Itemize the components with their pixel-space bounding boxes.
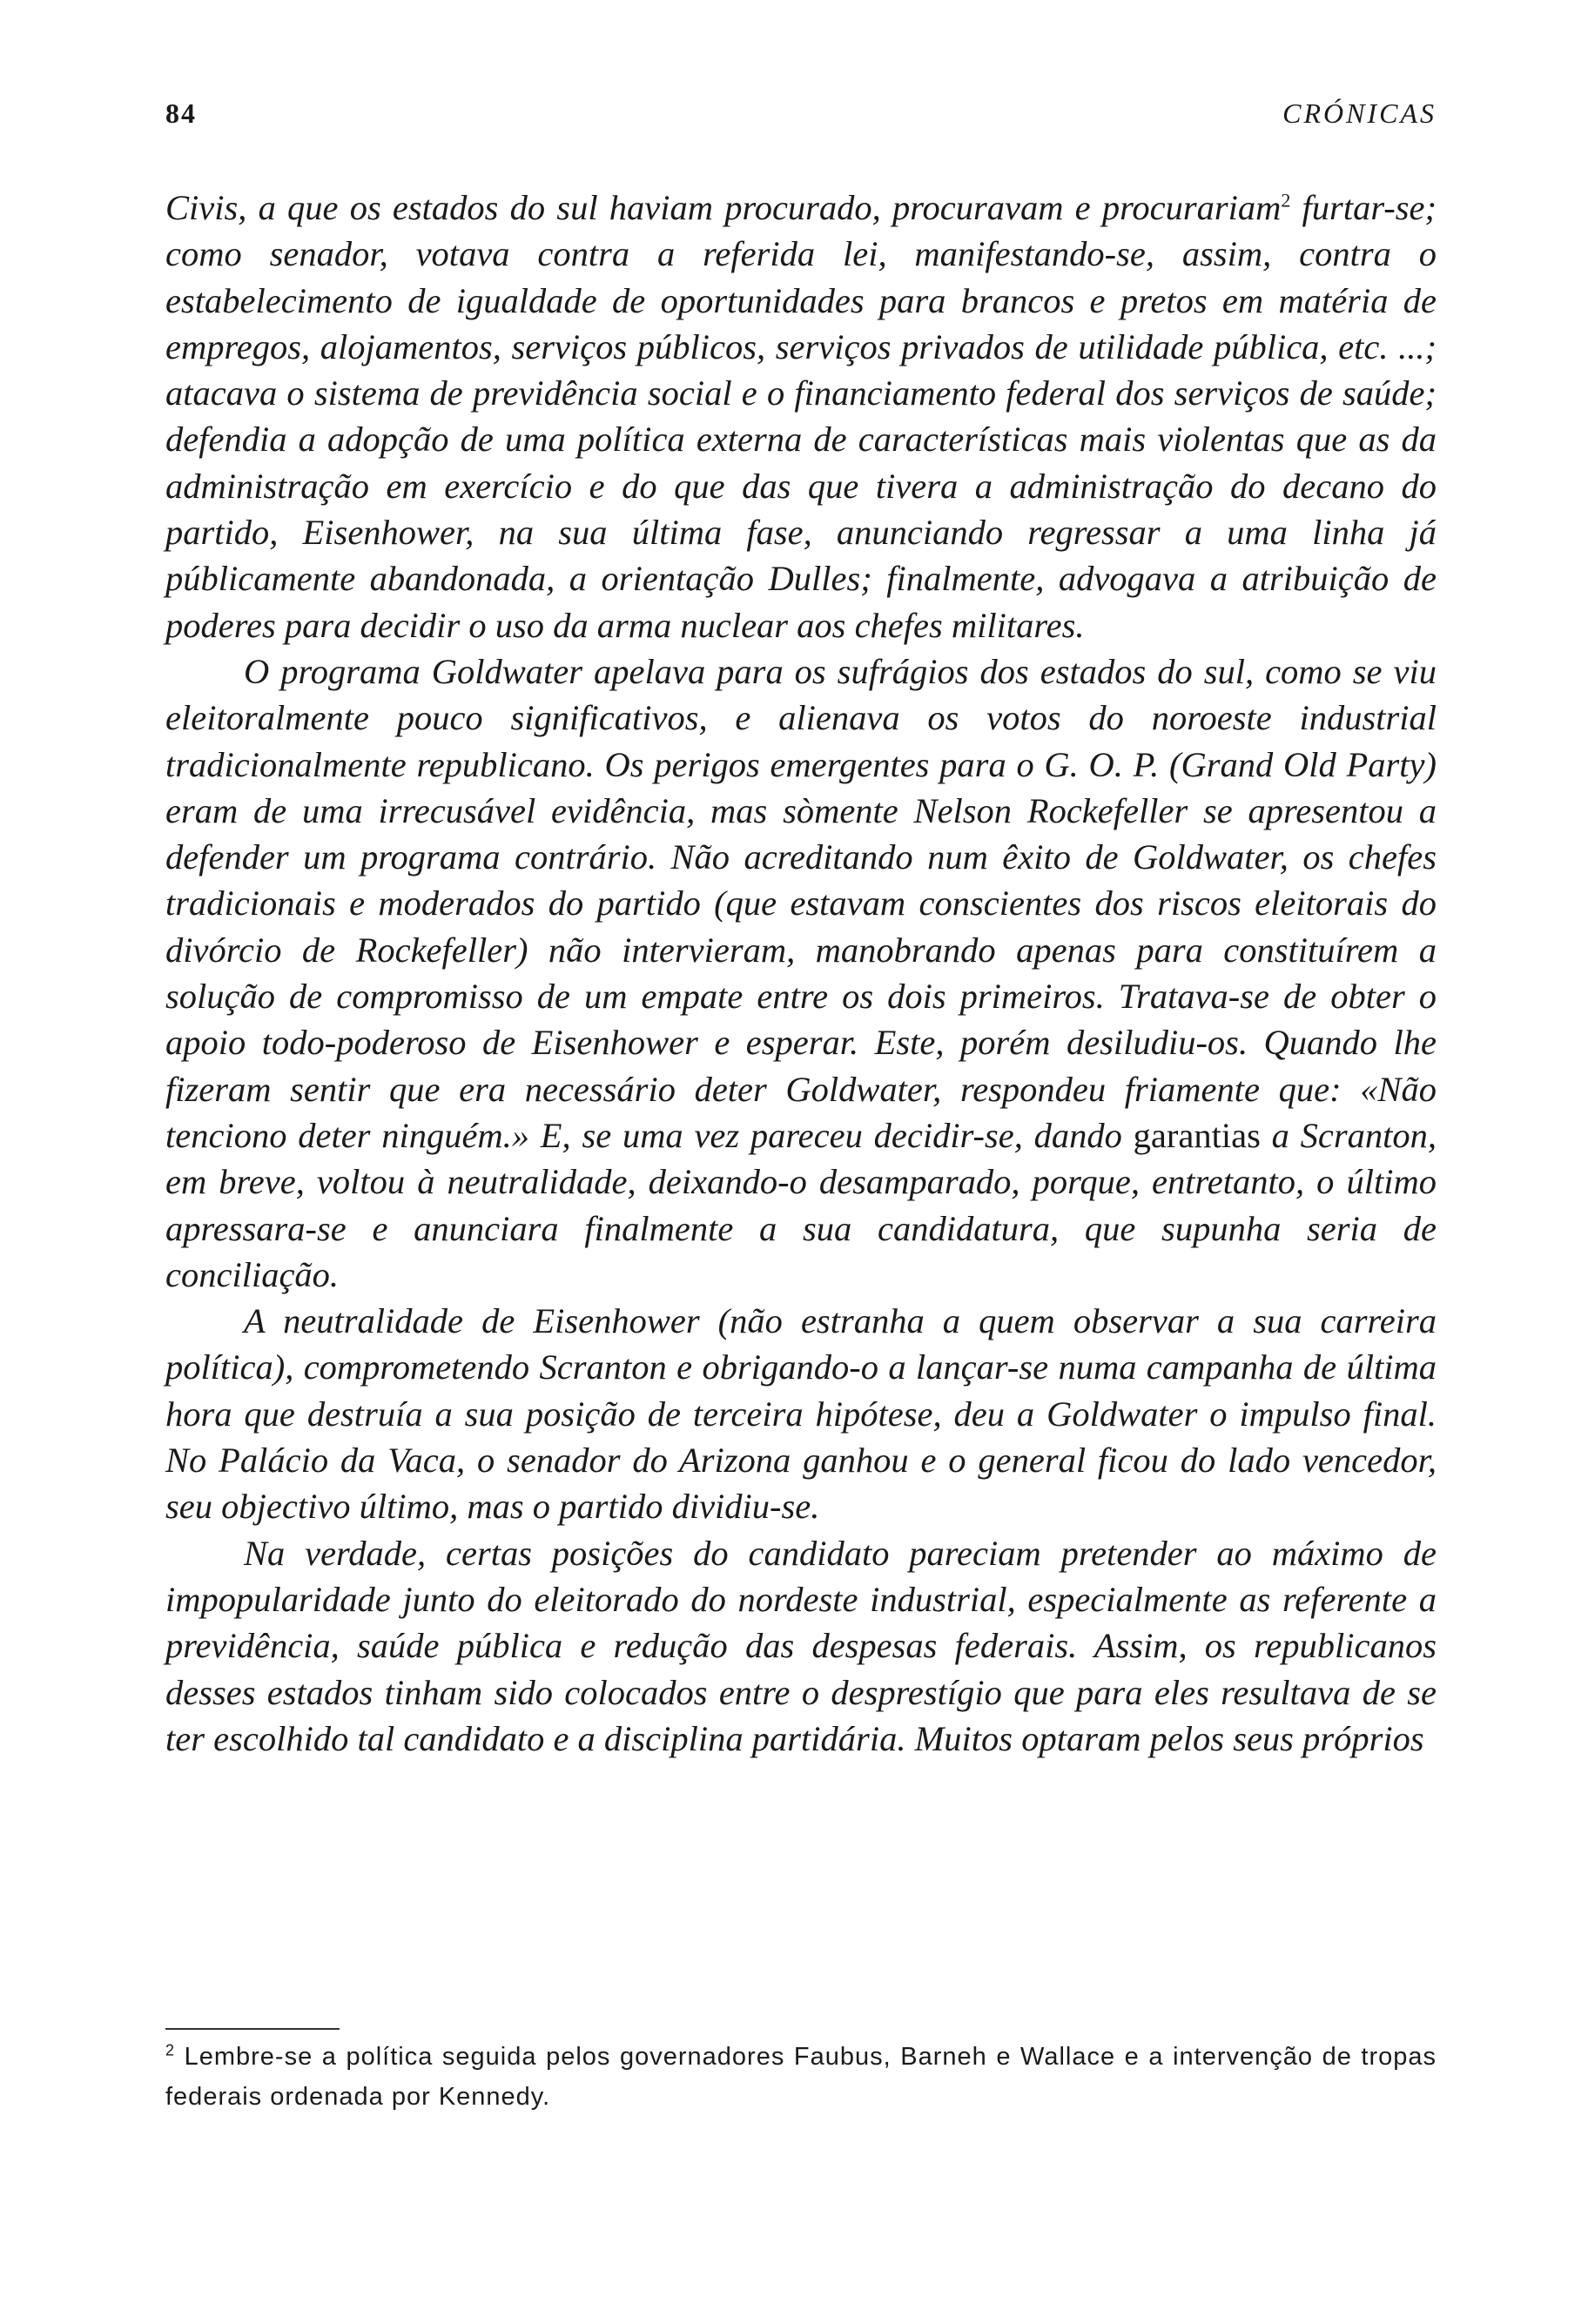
footnote-divider (165, 2028, 340, 2030)
text-run: A neutralidade de Eisenhower (não estranha a quem observar a sua carreira política), comprometendo Scranton e obrigando-o a lançar-se numa campanha de última hora que destruía a sua posição de terceira hipótese, deu a Goldwater o impulso final. No Palácio da Vaca, o senador do Arizona ganhou e o general ficou do lado vencedor, seu objectivo último, mas o partido dividiu-se. (165, 1301, 1437, 1527)
footnote-reference: 2 (1281, 189, 1291, 212)
paragraph-1 (165, 185, 1437, 648)
text-run: a Scranton, em breve, voltou à neutralidade, deixando-o desamparado, porque, entretanto, o último apressara-se e anunciara finalmente a sua candidatura, que supunha seria de conciliação. (165, 1115, 1437, 1294)
upright-word: garantias (1133, 1115, 1261, 1155)
text-run: Civis, a que os estados do sul haviam procurado, procuravam e procurariam (165, 188, 1282, 227)
text-run: O programa Goldwater apelava para os sufrágios dos estados do sul, como se viu eleitoralmente pouco significativos, e alienava os votos do noroeste industrial tradicionalmente republicano. Os perigos emergentes para o G. O. P. (Grand Old Party) eram de uma irrecusável evidência, mas sòmente Nelson Rockefeller se apresentou a defender um programa contrário. Não acreditando num êxito de Goldwater, os chefes tradicionais e moderados do partido (que estavam conscientes dos riscos eleitorais do divórcio de Rockefeller) não intervieram, manobrando apenas para constituírem a solução de compromisso de um empate entre os dois primeiros. Tratava-se de obter o apoio todo-poderoso de Eisenhower e esperar. Este, porém desiludiu-os. Quando lhe fizeram sentir que era necessário deter Goldwater, respondeu friamente que: «Não tenciono deter ninguém.» E, se uma vez pareceu decidir-se, dando (165, 651, 1437, 1155)
paragraph-3 (165, 1298, 1437, 1529)
section-title: CRÓNICAS (1282, 97, 1437, 129)
footnote (165, 2037, 1437, 2117)
text-run: furtar-se; como senador, votava contra a referida lei, manifestando-se, assim, contra o estabelecimento de igualdade de oportunidades para brancos e pretos em matéria de empregos, alojamentos, serviços públicos, serviços privados de utilidade pública, etc. ...; atacava o sistema de previdência social e o financiamento federal dos serviços de saúde; defendia a adopção de uma política externa de características mais violentas que as da administração em exercício e do que das que tivera a administração do decano do partido, Eisenhower, na sua última fase, anunciando regressar a uma linha já públicamente abandonada, a orientação Dulles; finalmente, advogava a atribuição de poderes para decidir o uso da arma nuclear aos chefes militares. (165, 188, 1437, 645)
body-text (165, 185, 1437, 1762)
page-number: 84 (165, 97, 197, 129)
footnote-marker: 2 (165, 2041, 176, 2059)
footnote-text: Lembre-se a política seguida pelos governadores Faubus, Barneh e Wallace e a intervenção de tropas federais ordenada por Kennedy. (165, 2043, 1437, 2111)
paragraph-4 (165, 1530, 1437, 1762)
footnote-line (165, 2043, 1437, 2111)
running-head (165, 97, 1437, 141)
text-run: Na verdade, certas posições do candidato pareciam pretender ao máximo de impopularidade junto do eleitorado do nordeste industrial, especialmente as referente a previdência, saúde pública e redução das despesas federais. Assim, os republicanos desses estados tinham sido colocados entre o desprestígio que para eles resultava de se ter escolhido tal candidato e a disciplina partidária. Muitos optaram pelos seus próprios (165, 1533, 1437, 1758)
paragraph-2 (165, 648, 1437, 1298)
